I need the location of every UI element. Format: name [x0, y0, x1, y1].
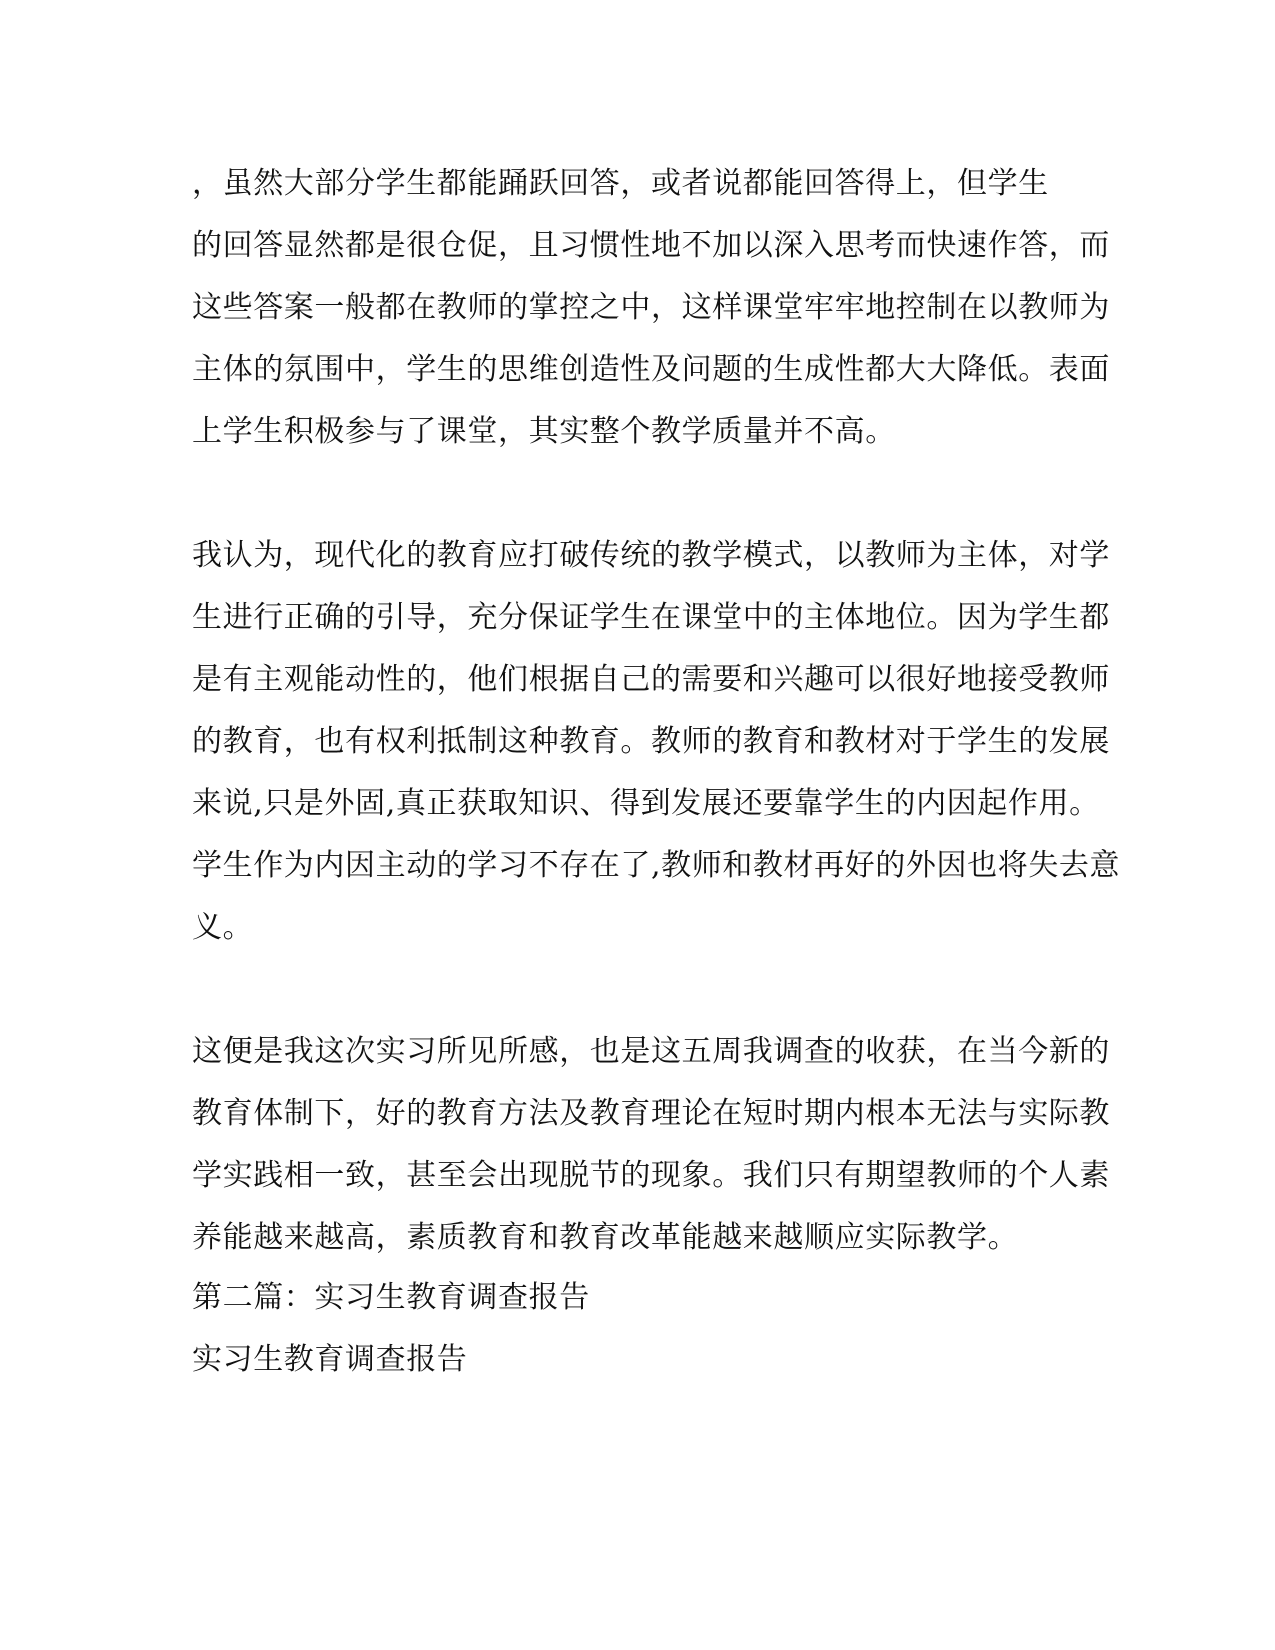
section-heading: 第二篇：实习生教育调查报告 — [192, 1280, 590, 1315]
paragraph-3-line-4: 养能越来越高，素质教育和教育改革能越来越顺应实际教学。 — [192, 1220, 1019, 1255]
paragraph-1-line-3: 这些答案一般都在教师的掌控之中，这样课堂牢牢地控制在以教师为 — [192, 290, 1110, 325]
paragraph-2-line-1: 我认为，现代化的教育应打破传统的教学模式，以教师为主体，对学 — [192, 538, 1110, 573]
paragraph-1-line-1: ，虽然大部分学生都能踊跃回答，或者说都能回答得上，但学生 — [192, 166, 1049, 201]
paragraph-2-line-5: 来说,只是外固,真正获取知识、得到发展还要靠学生的内因起作用。 — [192, 786, 1100, 821]
paragraph-2-line-4: 的教育，也有权利抵制这种教育。教师的教育和教材对于学生的发展 — [192, 724, 1110, 759]
paragraph-2-line-6: 学生作为内因主动的学习不存在了,教师和教材再好的外因也将失去意 — [192, 848, 1121, 883]
paragraph-1-line-5: 上学生积极参与了课堂，其实整个教学质量并不高。 — [192, 414, 896, 449]
paragraph-3-line-3: 学实践相一致，甚至会出现脱节的现象。我们只有期望教师的个人素 — [192, 1158, 1110, 1193]
paragraph-1-line-2: 的回答显然都是很仓促，且习惯性地不加以深入思考而快速作答，而 — [192, 228, 1110, 263]
paragraph-2-line-3: 是有主观能动性的，他们根据自己的需要和兴趣可以很好地接受教师 — [192, 662, 1110, 697]
paragraph-2-line-2: 生进行正确的引导，充分保证学生在课堂中的主体地位。因为学生都 — [192, 600, 1110, 635]
report-title: 实习生教育调查报告 — [192, 1342, 468, 1377]
paragraph-1-line-4: 主体的氛围中，学生的思维创造性及问题的生成性都大大降低。表面 — [192, 352, 1110, 387]
paragraph-2-line-7: 义。 — [192, 910, 254, 945]
paragraph-3-line-2: 教育体制下，好的教育方法及教育理论在短时期内根本无法与实际教 — [192, 1096, 1110, 1131]
paragraph-3-line-1: 这便是我这次实习所见所感，也是这五周我调查的收获，在当今新的 — [192, 1034, 1110, 1069]
